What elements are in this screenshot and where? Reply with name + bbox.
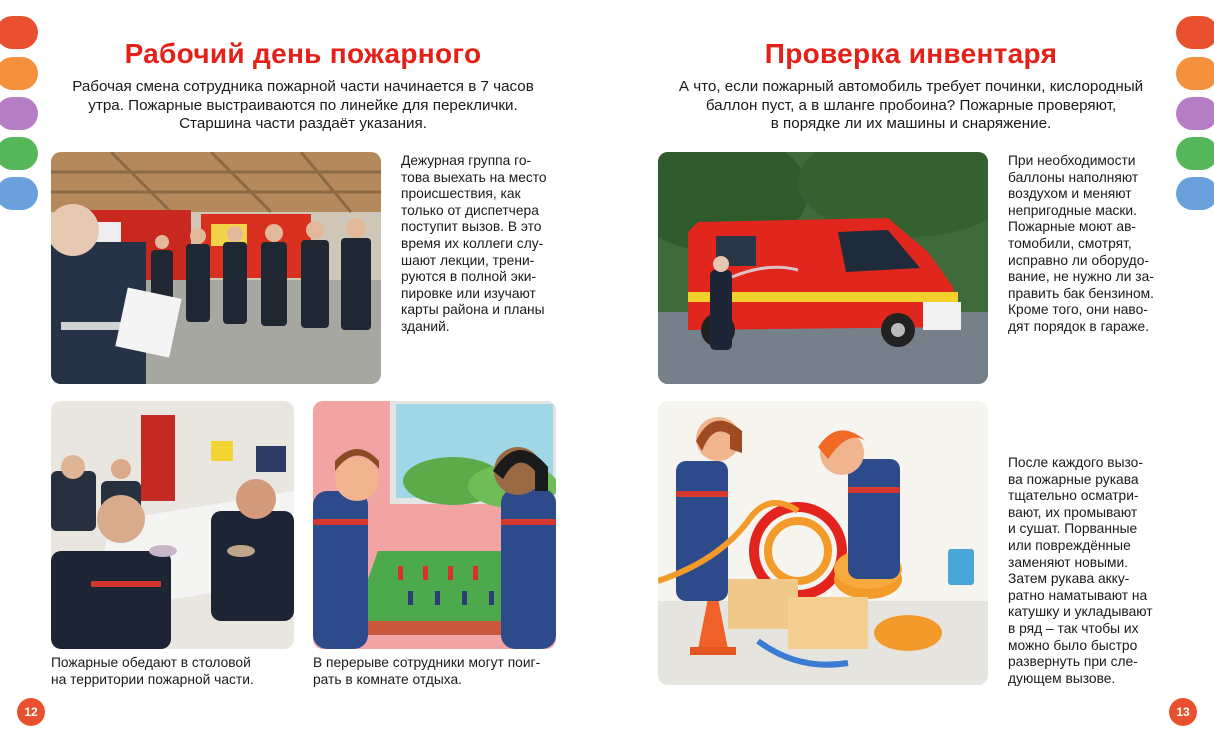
text-line: и сушат. Порванные (1008, 521, 1138, 537)
text-line: вание, не нужно ли за- (1008, 269, 1154, 285)
caption-line: рать в комнате отдыха. (313, 671, 463, 687)
text-line: в ряд – так чтобы их (1008, 620, 1139, 636)
right-page-title: Проверка инвентаря (764, 38, 1058, 69)
text-line: катушку и укладывают (1008, 604, 1153, 620)
section-tab-orange[interactable] (1176, 57, 1214, 90)
lead-line: в порядке ли их машины и снаряжение. (770, 115, 1052, 132)
page-number-left: 12 (17, 698, 45, 726)
text-line: карты района и планы (401, 302, 545, 318)
section-tab-blue[interactable] (1176, 177, 1214, 210)
text-line: ратно наматывают на (1008, 587, 1148, 603)
text-line: томобили, смотрят, (1008, 235, 1132, 251)
canteen-caption (51, 655, 254, 688)
text-line: только от диспетчера (401, 202, 539, 218)
text-line: пировке или изучают (401, 285, 536, 301)
text-line: или повреждённые (1008, 537, 1131, 553)
lead-line: утра. Пожарные выстраиваются по линейке для переклички. (88, 96, 518, 114)
hose-inspection-illustration (658, 401, 988, 685)
left-page-title: Рабочий день пожарного (124, 38, 482, 69)
text-line: дят порядок в гараже. (1008, 318, 1150, 334)
text-line: Кроме того, они наво- (1008, 302, 1148, 318)
text-line: руются в полной эки- (401, 269, 537, 285)
caption-line: на территории пожарной части. (51, 671, 254, 687)
caption-line: Пожарные обедают в столовой (51, 655, 251, 670)
text-line: воздухом и меняют (1008, 186, 1132, 202)
text-line: Пожарные моют ав- (1008, 219, 1137, 235)
text-line: можно было быстро (1008, 637, 1138, 653)
text-line: зданий. (401, 318, 450, 334)
section-tab-red[interactable] (1176, 16, 1214, 49)
text-line: непригодные маски. (1008, 202, 1137, 218)
text-line: шают лекции, трени- (401, 252, 535, 268)
right-side-text-top (1008, 153, 1154, 336)
rest-room-illustration (313, 401, 556, 649)
lead-line: Рабочая смена сотрудника пожарной части начинается в 7 часов (72, 78, 534, 95)
text-line: Дежурная группа го- (401, 153, 532, 168)
fire-van-photo (658, 152, 988, 384)
text-line: исправно ли оборудо- (1008, 252, 1149, 268)
text-line: вают, их промывают (1008, 504, 1138, 520)
text-line: происшествия, как (401, 186, 521, 202)
text-line: това выехать на место (401, 169, 547, 185)
text-line: править бак бензином. (1008, 285, 1155, 301)
section-tab-orange[interactable] (0, 57, 38, 90)
canteen-photo (51, 401, 294, 649)
section-tab-red[interactable] (0, 16, 38, 49)
lead-line: Старшина части раздаёт указания. (179, 115, 427, 132)
text-line: время их коллеги слу- (401, 235, 544, 251)
lead-line: А что, если пожарный автомобиль требует починки, кислородный (678, 78, 1144, 95)
section-tab-purple[interactable] (1176, 97, 1214, 130)
text-line: ва пожарные рукава (1008, 471, 1139, 487)
page-number-right: 13 (1169, 698, 1197, 726)
text-line: поступит вызов. В это (401, 219, 542, 235)
section-tab-green[interactable] (0, 137, 38, 170)
roll-call-photo (51, 152, 381, 384)
rest-room-caption (313, 655, 540, 688)
text-line: развернуть при сле- (1008, 654, 1138, 670)
right-side-text-bottom (1008, 455, 1153, 687)
left-side-text (401, 153, 547, 336)
text-line: тщательно осматри- (1008, 488, 1139, 504)
text-line: дующем вызове. (1008, 670, 1116, 686)
section-tab-blue[interactable] (0, 177, 38, 210)
left-page-lead (40, 78, 566, 134)
text-line: Затем рукава акку- (1008, 571, 1130, 587)
caption-line: В перерыве сотрудники могут поиг- (313, 655, 541, 670)
lead-line: баллон пуст, а в шланге пробоина? Пожарные проверяют, (705, 96, 1117, 114)
text-line: При необходимости (1008, 153, 1136, 168)
right-page-lead (648, 78, 1174, 134)
section-tab-purple[interactable] (0, 97, 38, 130)
text-line: После каждого вызо- (1008, 455, 1143, 470)
text-line: заменяют новыми. (1008, 554, 1129, 570)
section-tab-green[interactable] (1176, 137, 1214, 170)
text-line: баллоны наполняют (1008, 169, 1139, 185)
